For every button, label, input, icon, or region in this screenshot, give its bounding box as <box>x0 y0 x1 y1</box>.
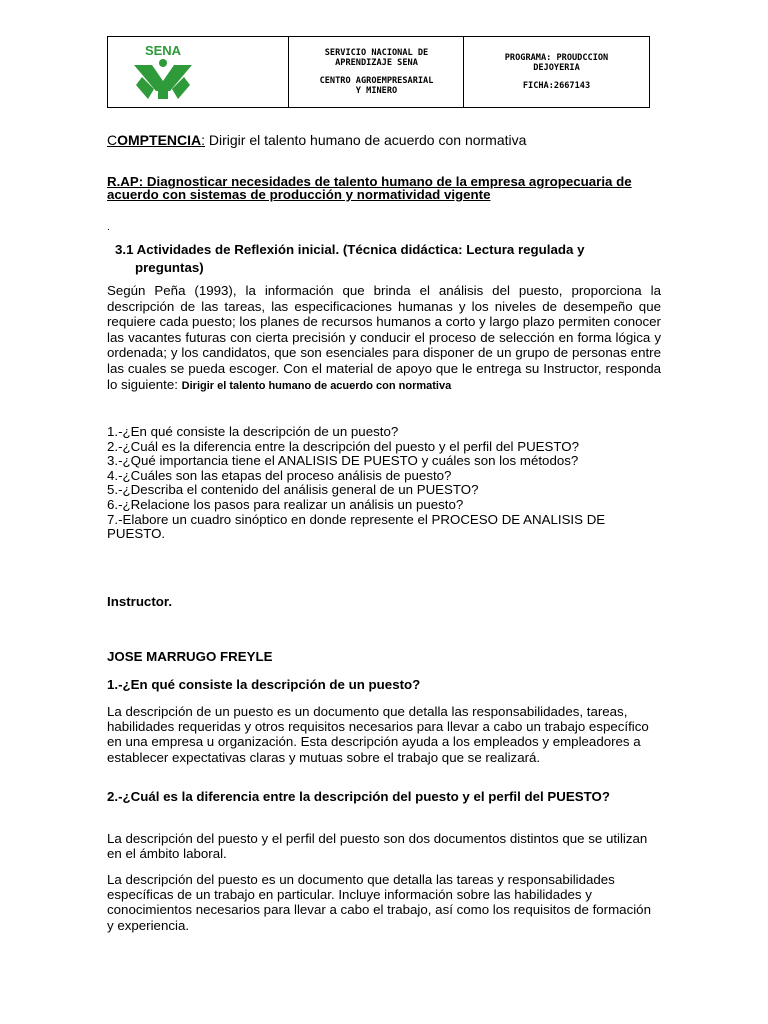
sena-logo <box>128 41 198 103</box>
question-item: 1.-¿En qué consiste la descripción de un puesto? <box>107 424 399 439</box>
answer2-text2: La descripción del puesto es un documento que detalla las tareas y responsabilidades específicas de un trabajo en particular. Incluye información sobre las habilidades y conocimientos necesarios para llevar a cabo el trabajo, así como los requisitos de formación y experiencia. <box>107 872 651 933</box>
sena-logo-text: SENA <box>144 43 182 58</box>
activity-heading <box>115 241 655 277</box>
competencia-first-letter: C <box>107 132 118 148</box>
answer1-text: La descripción de un puesto es un documento que detalla las responsabilidades, tareas, habilidades requeridas y otros requisitos necesarios para llevar a cabo un trabajo específico en una empresa u organización. Esta descripción ayuda a los empleados y empleadores a establecer expectativas claras y mutuas sobre el trabajo que se realizará. <box>107 704 649 765</box>
activity-line2: preguntas) <box>135 260 204 275</box>
questions-list <box>107 425 667 542</box>
competencia-label: OMPTENCIA <box>117 132 202 148</box>
sena-logo-icon <box>128 41 198 103</box>
activity-line1: 3.1 Actividades de Reflexión inicial. (Técnica didáctica: Lectura regulada y <box>115 242 585 257</box>
separator-dot: . <box>107 222 110 233</box>
question-item: 3.-¿Qué importancia tiene el ANALISIS DE PUESTO y cuáles son los métodos? <box>107 453 579 469</box>
program-line1: PROGRAMA: PROUDCCION <box>504 53 609 63</box>
institution-name-line2: APRENDIZAJE SENA <box>335 58 418 68</box>
rap-heading: R.AP: Diagnosticar necesidades de talento humano de la empresa agropecuaria de acuerdo con sistemas de producción y normatividad vigente <box>107 174 632 202</box>
instructor-name: JOSE MARRUGO FREYLE <box>107 649 273 664</box>
answer1-heading: 1.-¿En qué consiste la descripción de un puesto? <box>107 677 421 692</box>
ficha-number: FICHA:2667143 <box>522 81 591 91</box>
competencia-line <box>107 132 526 148</box>
center-name-line2: Y MINERO <box>355 86 398 96</box>
intro-paragraph <box>107 283 661 394</box>
question-item: 2.-¿Cuál es la diferencia entre la descripción del puesto y el perfil del PUESTO? <box>107 438 580 454</box>
institution-name-line1: SERVICIO NACIONAL DE <box>324 48 429 58</box>
question-item: 5.-¿Describa el contenido del análisis general de un PUESTO? <box>107 482 479 498</box>
competencia-text: Dirigir el talento humano de acuerdo con normativa <box>205 132 527 148</box>
document-header <box>107 36 650 108</box>
instructor-label: Instructor. <box>107 594 173 609</box>
answer2-text1: La descripción del puesto y el perfil del puesto son dos documentos distintos que se utilizan en el ámbito laboral. <box>107 831 648 862</box>
question-item: 4.-¿Cuáles son las etapas del proceso análisis de puesto? <box>107 467 452 483</box>
intro-bold-tail: Dirigir el talento humano de acuerdo con normativa <box>181 379 452 392</box>
intro-text: Según Peña (1993), la información que brinda el análisis del puesto, proporciona la descripción de las tareas, las especificaciones humanas y los niveles de desempeño que requiere cada puesto; los planes de recursos humanos a corto y largo plazo permiten conocer las vacantes futuras con cierta precisión y conducir el proceso de selección en forma lógica y ordenada; y los candidatos, que son esenciales para disponer de un grupo de personas entre las cuales se pueda escoger. Con el material de apoyo que le entrega su Instructor, responda lo siguiente: <box>107 283 661 392</box>
question-item: 6.-¿Relacione los pasos para realizar un análisis un puesto? <box>107 496 464 512</box>
program-line2: DEJOYERIA <box>533 63 580 73</box>
program-cell <box>463 37 649 107</box>
question-item: 7.-Elabore un cuadro sinóptico en donde represente el PROCESO DE ANALISIS DE PUESTO. <box>107 511 606 542</box>
institution-cell <box>288 37 464 107</box>
answer2-heading: 2.-¿Cuál es la diferencia entre la descripción del puesto y el perfil del PUESTO? <box>107 789 610 804</box>
center-name-line1: CENTRO AGROEMPRESARIAL <box>319 76 434 86</box>
competencia-colon: : <box>201 132 206 148</box>
